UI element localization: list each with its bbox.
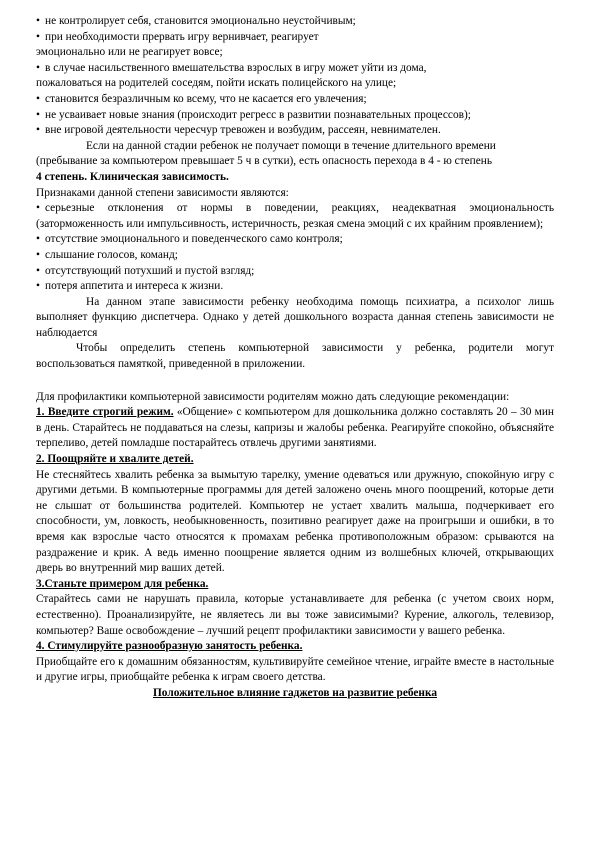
recommendation-4-text: Приобщайте его к домашним обязанностям, культивируйте семейное чтение, играйте вместе в настольные и другие игры, приобщайте ребенка к играм своего детства.: [36, 655, 554, 684]
list-item: • отсутствующий потухший и пустой взгляд;: [36, 264, 554, 280]
list-item: • вне игровой деятельности чересчур тревожен и возбудим, рассеян, невнимателен.: [36, 123, 554, 139]
bullet-icon: •: [36, 15, 40, 27]
recommendation-title: 1. Введите строгий режим.: [36, 406, 174, 419]
recommendation-1: 1. Введите строгий режим. «Общение» с компьютером для дошкольника должно составлять 20 – 30 мин в день. Старайтесь не поддаваться на слезы, капризы и жалобы ребенка. Реагируйте спокойно, объясняйте терпеливо, детей помладше постарайтесь отвлечь другими занятиями.: [36, 406, 555, 450]
bullet-icon: •: [36, 108, 40, 121]
recommendation-title: 3.Станьте примером для ребенка.: [36, 577, 209, 590]
list-item: • становится безразличным ко всему, что не касается его увлечения;: [36, 92, 554, 108]
list-item: • потеря аппетита и интереса к жизни.: [36, 279, 554, 295]
list-item-continuation: эмоционально или не реагирует вовсе;: [36, 46, 223, 59]
bullet-icon: •: [36, 92, 40, 105]
list-item-continuation: пожаловаться на родителей соседям, пойти искать полицейского на улице;: [36, 77, 397, 90]
spacer: [36, 373, 554, 390]
list-item: • не контролирует себя, становится эмоционально неустойчивым;: [36, 14, 554, 30]
bullet-icon: •: [36, 248, 40, 261]
bullet-icon: •: [36, 61, 40, 74]
document-page: [36, 14, 554, 702]
bullet-icon: •: [36, 280, 40, 293]
bullet-icon: •: [36, 264, 40, 277]
bullet-icon: •: [36, 202, 40, 215]
section-heading: 4 степень. Клиническая зависимость.: [36, 170, 229, 183]
list-item: • в случае насильственного вмешательства взрослых в игру может уйти из дома,: [36, 61, 554, 77]
bullet-icon: •: [36, 30, 40, 43]
recommendation-2-text: Не стесняйтесь хвалить ребенка за вымытую тарелку, умение одеваться или дружную, спокойную игру с другими детьми. В компьютерные программы для детей заложено очень много поощрений, которые дети не слышат от большинства родителей. Компьютер не устает хвалить малыша, подчеркивает его способности, ум, ловкость, необыкновенность, позитивно реагирует даже на проигрыши и ошибки, в то время как взрослые часто относятся к промахам ребенка противоположным образом: срываются на раздражение и крик. А ведь именно поощрение является одним из волшебных ключей, открывающих дверь во внутренний мир ваших детей.: [36, 468, 554, 575]
recommendation-title: 2. Поощряйте и хвалите детей.: [36, 453, 194, 466]
list-item: • отсутствие эмоционального и поведенческого само контроля;: [36, 232, 554, 248]
section-heading-footer: Положительное влияние гаджетов на развитие ребенка: [152, 686, 437, 699]
paragraph-intro: Признаками данной степени зависимости являются:: [36, 186, 289, 199]
recommendation-3-text: Старайтесь сами не нарушать правила, которые устанавливаете для ребенка (с учетом своих норм, естественно). Проанализируйте, не являетесь ли вы тоже зависимыми? Курение, алкоголь, телевизор, компьютер? Ваше освобождение – лучший рецепт профилактики зависимости у вашего ребенка.: [36, 593, 554, 637]
list-item: • слышание голосов, команд;: [36, 248, 554, 264]
paragraph-warning: Если на данной стадии ребенок не получает помощи в течение длительного времени: [86, 139, 496, 152]
paragraph-prevention-intro: Для профилактики компьютерной зависимости родителям можно дать следующие рекомендации:: [36, 390, 510, 403]
paragraph-warning-cont: (пребывание за компьютером превышает 5 ч в сутки), есть опасность перехода в 4 - ю степень: [36, 155, 493, 168]
recommendation-title: 4. Стимулируйте разнообразную занятость ребенка.: [36, 640, 303, 653]
bullet-icon: •: [36, 124, 40, 137]
list-item: • серьезные отклонения от нормы в поведении, реакциях, неадекватная эмоциональность (заторможенность или импульсивность, истеричность, резкая смена эмоций с их крайним проявлением);: [36, 202, 554, 230]
list-item: • не усваивает новые знания (происходит регресс в развитии познавательных процессов);: [36, 108, 554, 124]
paragraph-psychiatrist: На данном этапе зависимости ребенку необходима помощь психиатра, а психолог лишь выполняет функцию диспетчера. Однако у детей дошкольного возраста данная степень зависимости не наблюдается: [36, 295, 554, 339]
bullet-icon: •: [36, 233, 40, 246]
list-item: • при необходимости прервать игру вернивчает, реагирует: [36, 30, 554, 46]
paragraph-memo: Чтобы определить степень компьютерной зависимости у ребенка, родители могут воспользоваться памяткой, приведенной в приложении.: [36, 342, 554, 371]
